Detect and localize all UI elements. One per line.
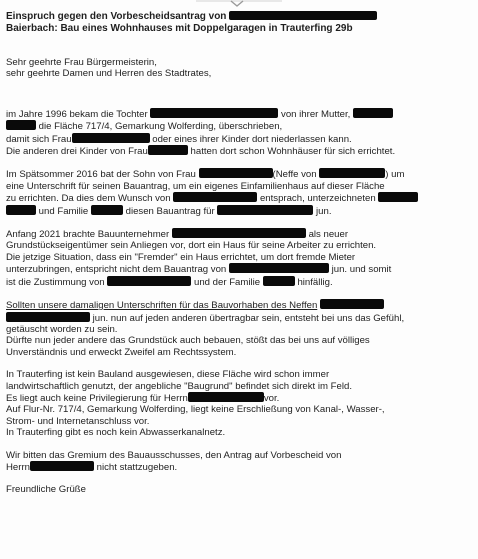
p3-text: ist die Zustimmung von [6, 276, 105, 288]
p3-text: als neuer [308, 229, 349, 241]
p2-text: Im Spätsommer 2016 bat der Sohn von Frau [6, 169, 196, 181]
p1-text: von ihrer Mutter, [281, 108, 351, 120]
paragraph-2 [6, 168, 472, 217]
redaction [319, 168, 385, 178]
redaction [148, 145, 188, 155]
p1-text: hatten dort schon Wohnhäuser für sich errichtet. [190, 146, 396, 158]
p5-text: Strom- und Internetanschluss vor. [6, 415, 150, 427]
redaction [199, 168, 273, 178]
p1-text: im Jahre 1996 bekam die Tochter [6, 108, 148, 120]
p3-text: jun. und somit [331, 264, 392, 276]
p2-text: eine Unterschrift für seinen Bauantrag, um ein eigenes Einfamilienhaus auf dieser Fläche [6, 180, 385, 192]
paragraph-4 [6, 299, 472, 358]
p6-text: Herrn [6, 461, 30, 473]
p2-text: ) um [385, 169, 405, 181]
redaction [378, 192, 418, 202]
redaction [229, 263, 329, 273]
p3-text: unterzubringen, entspricht nicht dem Bauantrag von [6, 264, 227, 276]
redaction [6, 312, 90, 322]
redaction [30, 461, 94, 471]
p2-text: entsprach, unterzeichneten [259, 193, 376, 205]
subject-text-1: Einspruch gegen den Vorbescheidsantrag von [6, 11, 227, 22]
closing: Freundliche Grüße [6, 484, 86, 496]
redaction [188, 392, 264, 402]
p3-text: Die jetzige Situation, dass ein "Fremder" ein Haus errichtet, um dort fremde Mieter [6, 251, 356, 263]
subject-line-2: Baierbach: Bau eines Wohnhauses mit Doppelgaragen in Trauterfing 29b [6, 23, 353, 34]
paragraph-3 [6, 228, 472, 288]
p3-text: hinfällig. [297, 276, 333, 288]
p2-text: (Neffe von [272, 169, 317, 181]
p2-text: und Familie [38, 205, 89, 217]
redaction [91, 205, 123, 215]
paragraph-5 [6, 369, 472, 438]
redaction [173, 192, 257, 202]
redaction [353, 108, 393, 118]
p3-text: Anfang 2021 brachte Bauunternehmer [6, 229, 170, 241]
p3-text: und der Familie [193, 276, 261, 288]
p1-text: damit sich Frau [6, 133, 72, 145]
redaction [150, 108, 278, 118]
p2-text: diesen Bauantrag für [125, 205, 215, 217]
p5-text: landwirtschaftlich genutzt, der angebliche "Baugrund" befindet sich direkt im Feld. [6, 380, 352, 392]
redaction [229, 11, 377, 20]
salutation-1: Sehr geehrte Frau Bürgermeisterin, [6, 57, 157, 68]
redaction [72, 133, 150, 143]
chevron-down-icon[interactable] [229, 0, 245, 8]
paragraph-6 [6, 450, 472, 474]
redaction [107, 276, 191, 286]
subject [6, 11, 472, 35]
redaction [263, 276, 295, 286]
redaction [217, 205, 313, 215]
p5-text: Es liegt auch keine Privilegierung für Herrn [6, 392, 188, 404]
p1-text: oder eines ihrer Kinder dort niederlassen kann. [152, 133, 352, 145]
p6-text: Wir bitten das Gremium des Bauausschusses, den Antrag auf Vorbescheid von [6, 449, 342, 461]
p3-text: Grundstückseigentümer sein Anliegen vor, dort ein Haus für seine Arbeiter zu errichten. [6, 240, 377, 252]
p1-text: Die anderen drei Kinder von Frau [6, 146, 148, 158]
p1-text: die Fläche 717/4, Gemarkung Wolferding, überschrieben, [38, 121, 283, 133]
p2-text: zu errichten. Da dies dem Wunsch von [6, 193, 171, 205]
p2-text: jun. [316, 205, 332, 217]
p5-text: In Trauterfing ist kein Bauland ausgewiesen, diese Fläche wird schon immer [6, 369, 330, 381]
redaction [172, 228, 306, 238]
paragraph-1 [6, 108, 472, 158]
p5-text: In Trauterfing gibt es noch kein Abwasserkanalnetz. [6, 427, 226, 439]
salutation-2: sehr geehrte Damen und Herren des Stadtrates, [6, 68, 212, 80]
p6-text: nicht stattzugeben. [96, 461, 178, 473]
redaction [320, 299, 384, 309]
p4-text: Unverständnis und erweckt Zweifel am Rechtssystem. [6, 346, 237, 358]
redaction [6, 120, 36, 130]
p5-text: vor. [263, 392, 280, 404]
redaction [6, 205, 36, 215]
subject-line-1 [6, 11, 472, 23]
p4-text: jun. nun auf jeden anderen übertragbar sein, entsteht bei uns das Gefühl, [92, 312, 405, 324]
letter-body [6, 11, 472, 496]
p4-text: Sollten unsere damaligen Unterschriften für das Bauvorhaben des Neffen [6, 300, 318, 312]
p4-text: getäuscht worden zu sein. [6, 323, 118, 335]
p4-text: Dürfte nun jeder andere das Grundstück auch bebauen, stößt das bei uns auf völliges [6, 335, 370, 347]
p5-text: Auf Flur-Nr. 717/4, Gemarkung Wolferding, liegt keine Erschließung von Kanal-, Wasser-, [6, 404, 385, 416]
